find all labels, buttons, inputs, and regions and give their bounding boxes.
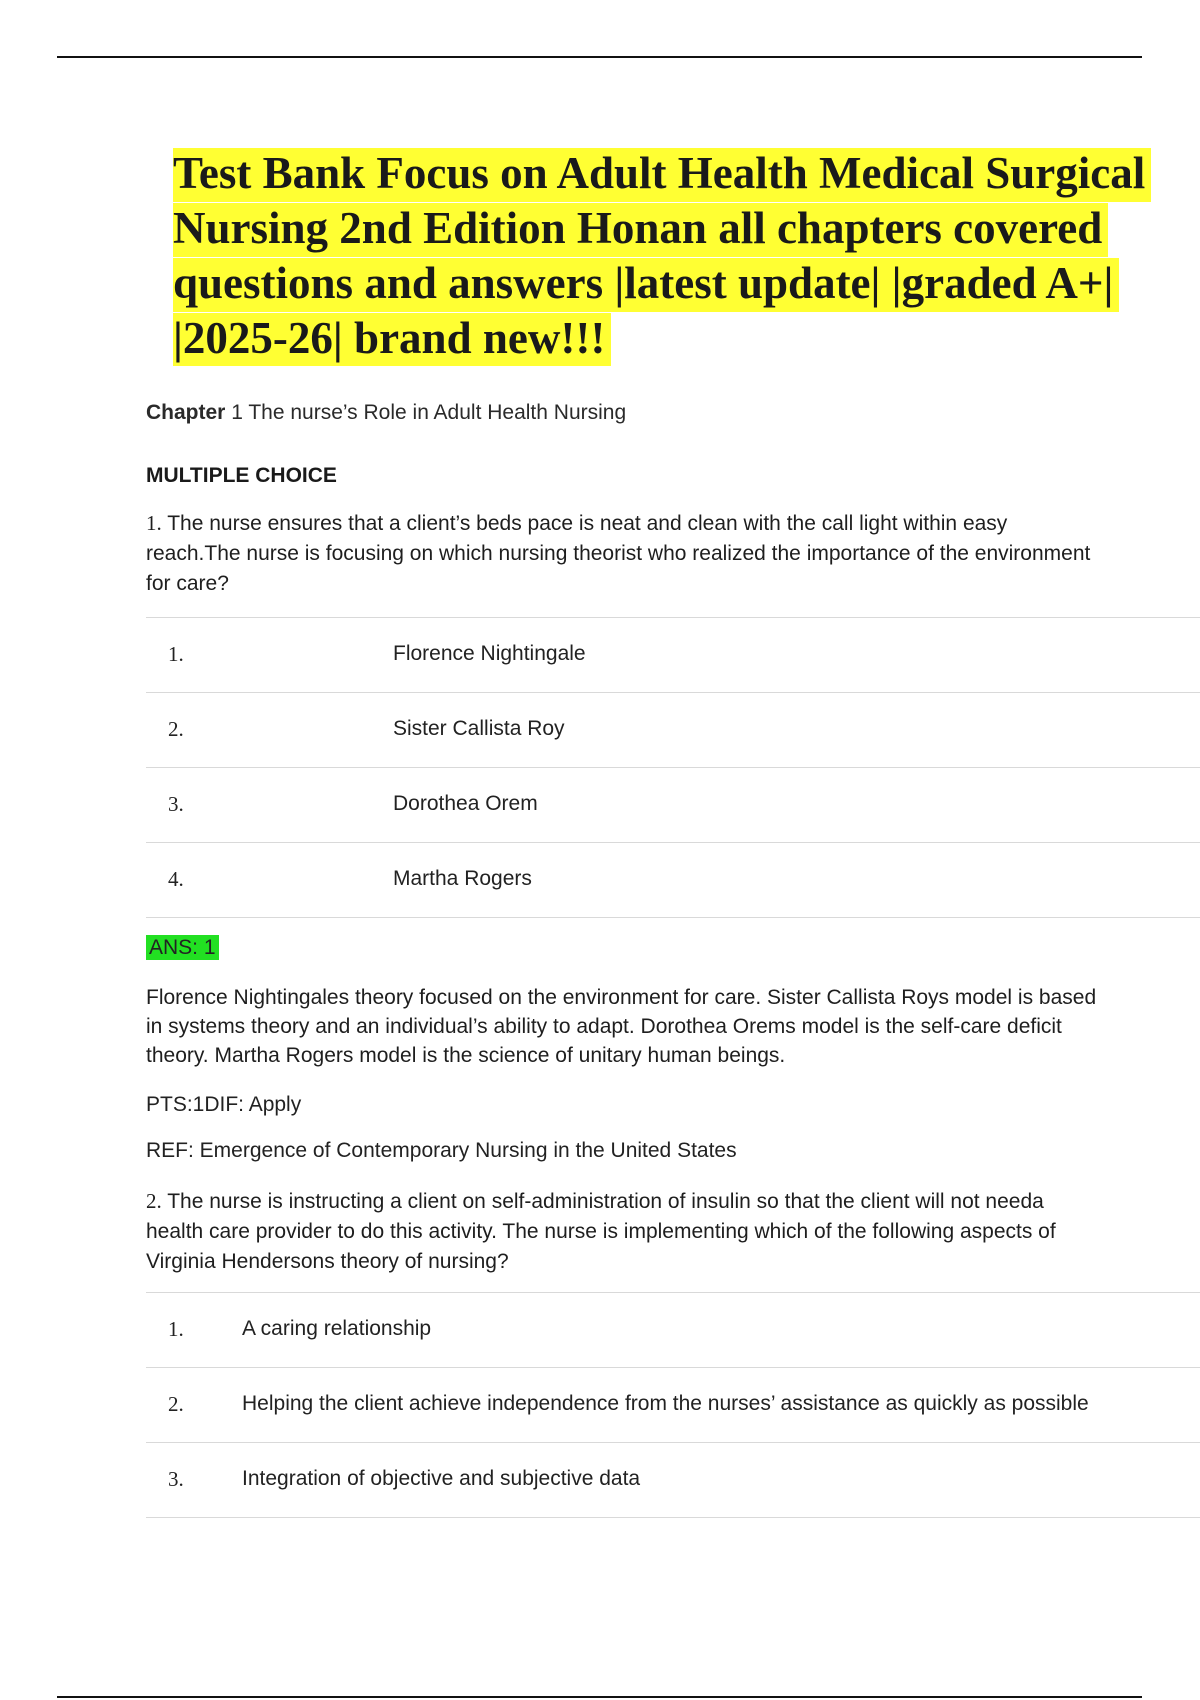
option-number: 4. xyxy=(168,867,184,891)
question-1 xyxy=(146,508,1096,599)
question-text: The nurse ensures that a client’s beds pace is neat and clean with the call light within easy reach.The nurse is focusing on which nursing theorist who realized the importance of the environment for care? xyxy=(146,512,1091,595)
rationale-text: Florence Nightingales theory focused on the environment for care. Sister Callista Roys model is based in systems theory and an individual’s ability to adapt. Dorothea Orems model is the self-care deficit theory. Martha Rogers model is the science of unitary human beings. xyxy=(146,986,1097,1067)
top-rule xyxy=(57,56,1142,58)
option-text: Florence Nightingale xyxy=(393,642,586,665)
reference: REF: Emergence of Contemporary Nursing in the United States xyxy=(146,1139,737,1162)
option-row xyxy=(146,692,1200,767)
question-1-options xyxy=(146,617,1200,918)
question-number: 1. xyxy=(146,511,162,535)
chapter-label: Chapter xyxy=(146,401,226,424)
option-row xyxy=(146,1292,1200,1367)
option-number: 1. xyxy=(168,1317,184,1341)
option-text: Integration of objective and subjective data xyxy=(242,1467,641,1490)
option-text: Dorothea Orem xyxy=(393,792,538,815)
question-2-options xyxy=(146,1292,1200,1518)
option-number: 2. xyxy=(168,1392,184,1416)
option-text: Sister Callista Roy xyxy=(393,717,565,740)
answer-badge: ANS: 1 xyxy=(146,935,219,960)
option-row xyxy=(146,1442,1200,1518)
question-number: 2. xyxy=(146,1189,162,1213)
chapter-heading xyxy=(146,401,1200,425)
bottom-rule xyxy=(57,1696,1142,1698)
question-text: The nurse is instructing a client on self-administration of insulin so that the client will not needa health care provider to do this activity. The nurse is implementing which of the following aspects of Virginia Hendersons theory of nursing? xyxy=(146,1190,1056,1273)
option-text: Helping the client achieve independence from the nurses’ assistance as quickly as possible xyxy=(242,1392,1089,1415)
option-row xyxy=(146,767,1200,842)
option-number: 3. xyxy=(168,792,184,816)
question-2 xyxy=(146,1186,1096,1277)
document-title xyxy=(173,146,1200,366)
option-text: A caring relationship xyxy=(242,1317,432,1340)
option-number: 2. xyxy=(168,717,184,741)
chapter-title: 1 The nurse’s Role in Adult Health Nursing xyxy=(225,401,627,424)
option-number: 3. xyxy=(168,1467,184,1491)
title-line-2: Nursing 2nd Edition Honan all chapters covered xyxy=(173,201,1200,256)
title-line-4: |2025-26| brand new!!! xyxy=(173,311,1200,366)
title-line-3: questions and answers |latest update| |graded A+| xyxy=(173,256,1200,311)
section-heading: MULTIPLE CHOICE xyxy=(146,464,337,487)
answer-key xyxy=(146,936,1200,960)
option-row xyxy=(146,1367,1200,1442)
option-row xyxy=(146,842,1200,918)
option-row xyxy=(146,617,1200,692)
points-difficulty: PTS:1DIF: Apply xyxy=(146,1093,302,1116)
title-line-1: Test Bank Focus on Adult Health Medical Surgical xyxy=(173,146,1200,201)
option-number: 1. xyxy=(168,642,184,666)
option-text: Martha Rogers xyxy=(393,867,532,890)
